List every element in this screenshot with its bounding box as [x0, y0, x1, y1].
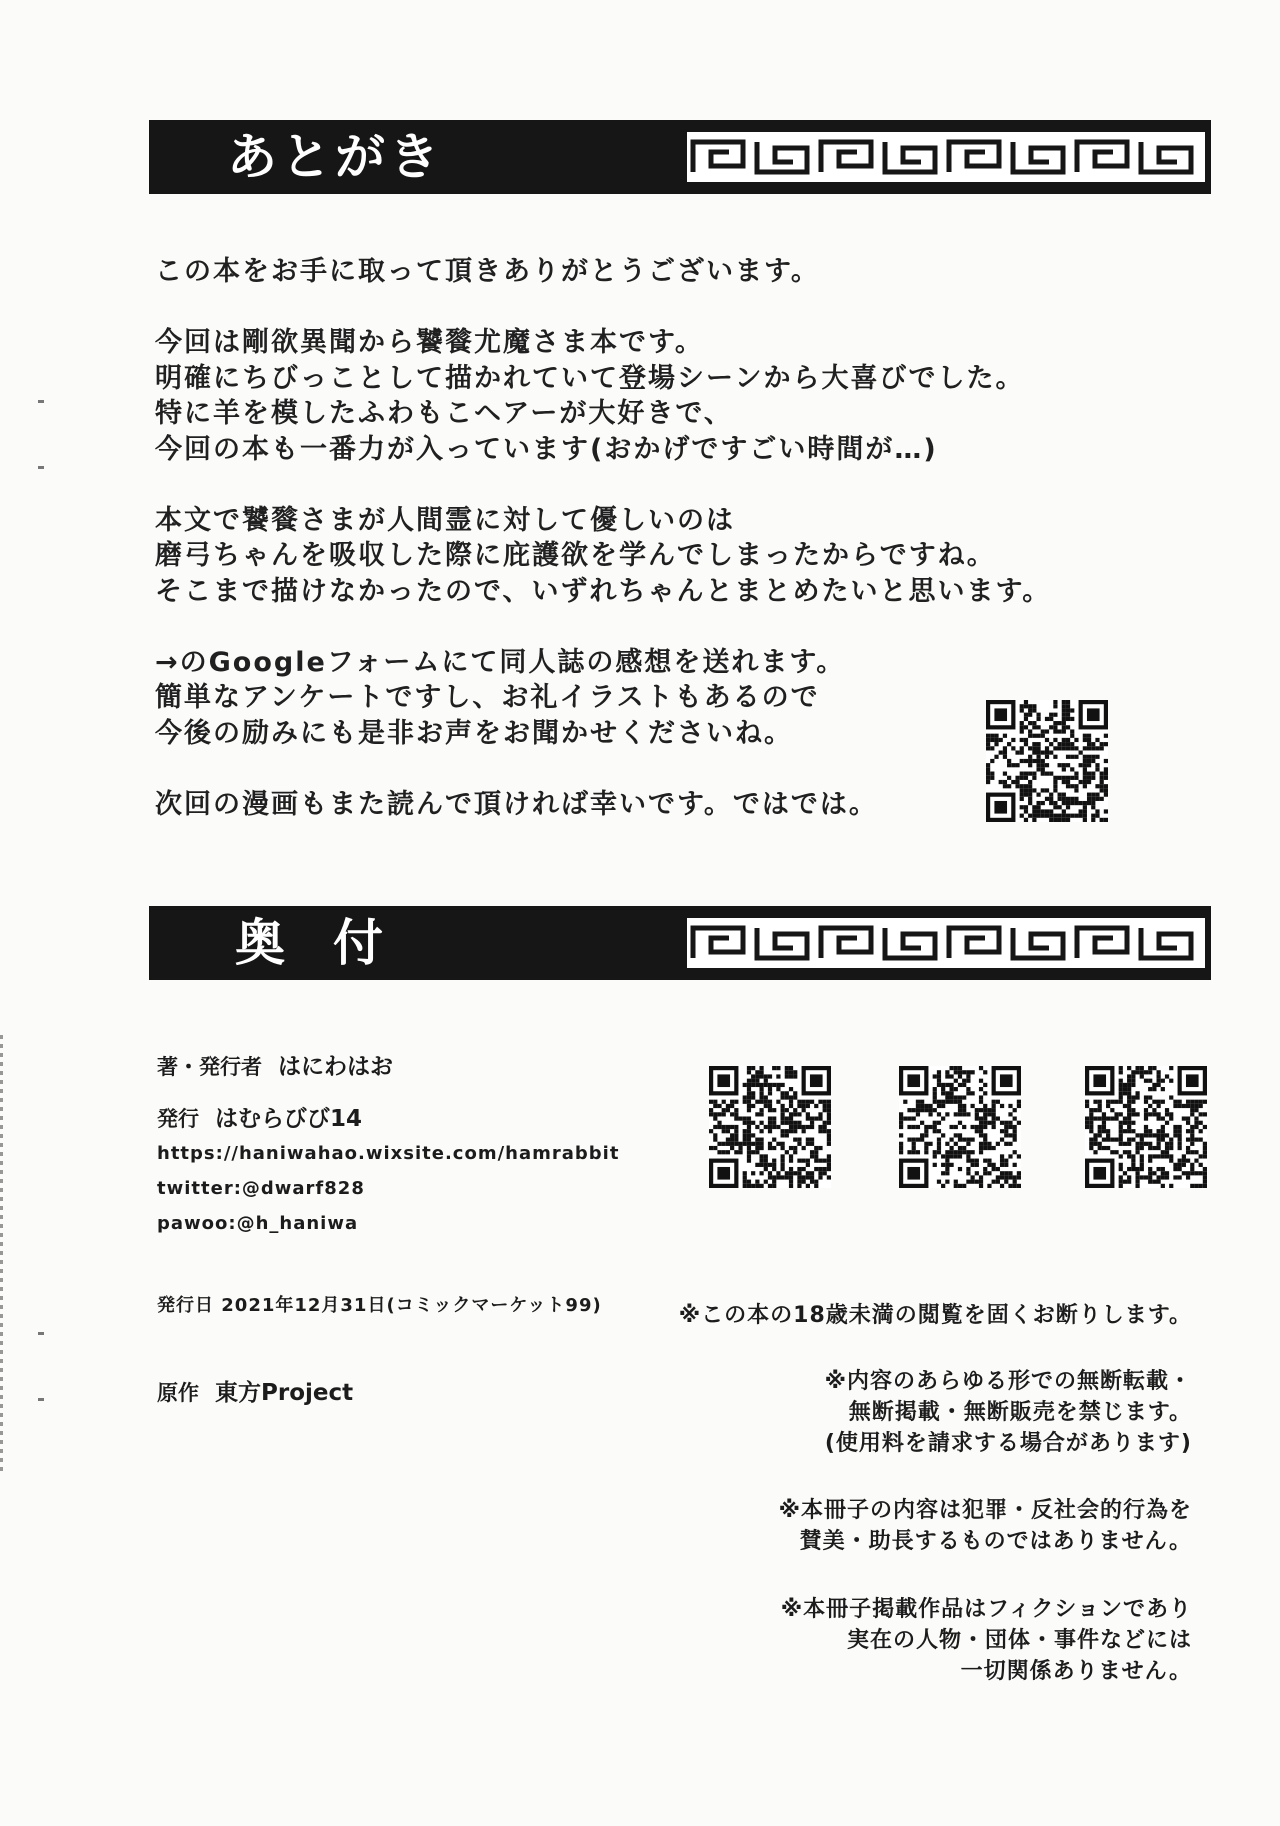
- scan-mark: [38, 1332, 44, 1335]
- notice-line: ※この本の18歳未満の閲覧を固くお断りします。: [678, 1303, 1192, 1328]
- afterword-line: 今回は剛欲異聞から饕餮尤魔さま本です。: [155, 327, 704, 358]
- qr-code[interactable]: [709, 1066, 831, 1188]
- source-name: 東方Project: [215, 1380, 354, 1406]
- colophon-header-bar: [149, 906, 1211, 980]
- notice-line: 無断掲載・無断販売を禁じます。: [848, 1400, 1192, 1425]
- author-name: はにわはお: [278, 1054, 393, 1080]
- afterword-line: 簡単なアンケートですし、お礼イラストもあるので: [155, 682, 820, 713]
- afterword-header-bar: [149, 120, 1211, 194]
- notice-reproduction: [825, 1366, 1192, 1459]
- scan-mark: [38, 1398, 44, 1401]
- pawoo-handle[interactable]: pawoo:@h_haniwa: [157, 1213, 359, 1234]
- afterword-line: 本文で饕餮さまが人間霊に対して優しいのは: [155, 504, 735, 536]
- greek-key-pattern: [687, 132, 1205, 182]
- afterword-line: 次回の漫画もまた読んで頂ければ幸いです。ではでは。: [155, 788, 878, 820]
- afterword-line: 今後の励みにも是非お声をお聞かせくださいね。: [155, 717, 793, 749]
- afterword-line: 特に羊を模したふわもこヘアーが大好きで、: [155, 398, 733, 429]
- notice-line: 一切関係ありません。: [960, 1659, 1192, 1684]
- author-label: 著・発行者: [157, 1055, 262, 1079]
- publisher-name: はむらびび14: [215, 1106, 363, 1132]
- colophon-title: 奥付: [235, 914, 431, 972]
- scan-mark: [38, 400, 44, 403]
- publisher-label: 発行: [157, 1107, 199, 1131]
- website-link[interactable]: https://haniwahao.wixsite.com/hamrabbit: [157, 1143, 620, 1164]
- source-label: 原作: [157, 1381, 199, 1405]
- notice-line: ※本冊子掲載作品はフィクションであり: [780, 1597, 1192, 1622]
- afterword-line: →のGoogleフォームにて同人誌の感想を送れます。: [155, 646, 846, 678]
- notice-line: (使用料を請求する場合があります): [824, 1431, 1192, 1456]
- twitter-handle[interactable]: twitter:@dwarf828: [157, 1178, 365, 1199]
- greek-key-pattern: [687, 918, 1205, 968]
- afterword-body: [155, 254, 1055, 822]
- notice-age-restriction: [679, 1300, 1192, 1331]
- afterword-line: 今回の本も一番力が入っています(おかげですごい時間が…): [155, 433, 938, 465]
- notice-crime: [779, 1495, 1192, 1557]
- afterword-line: 明確にちびっことして描かれていて登場シーンから大喜びでした。: [155, 362, 1025, 394]
- afterword-line: 磨弓ちゃんを吸収した際に庇護欲を学んでしまったからですね。: [155, 540, 996, 571]
- scan-mark: [38, 466, 44, 469]
- afterword-line: この本をお手に取って頂きありがとうございます。: [155, 256, 820, 287]
- source-row: [157, 1374, 353, 1407]
- notice-line: 実在の人物・団体・事件などには: [846, 1628, 1192, 1653]
- afterword-title: あとがき: [227, 128, 443, 186]
- publisher-row: [157, 1100, 362, 1133]
- notice-line: ※本冊子の内容は犯罪・反社会的行為を: [778, 1498, 1192, 1523]
- notice-line: 賛美・助長するものではありません。: [799, 1529, 1192, 1554]
- author-row: [157, 1048, 393, 1081]
- scan-edge-artifact: [0, 1035, 3, 1475]
- google-form-qr-code[interactable]: [986, 700, 1108, 822]
- notice-line: ※内容のあらゆる形での無断転載・: [824, 1369, 1192, 1394]
- publish-date: 発行日 2021年12月31日(コミックマーケット99): [157, 1295, 602, 1316]
- afterword-line: そこまで描けなかったので、いずれちゃんとまとめたいと思います。: [155, 575, 1052, 607]
- qr-code[interactable]: [1085, 1066, 1207, 1188]
- qr-code[interactable]: [899, 1066, 1021, 1188]
- notice-fiction: [781, 1594, 1192, 1687]
